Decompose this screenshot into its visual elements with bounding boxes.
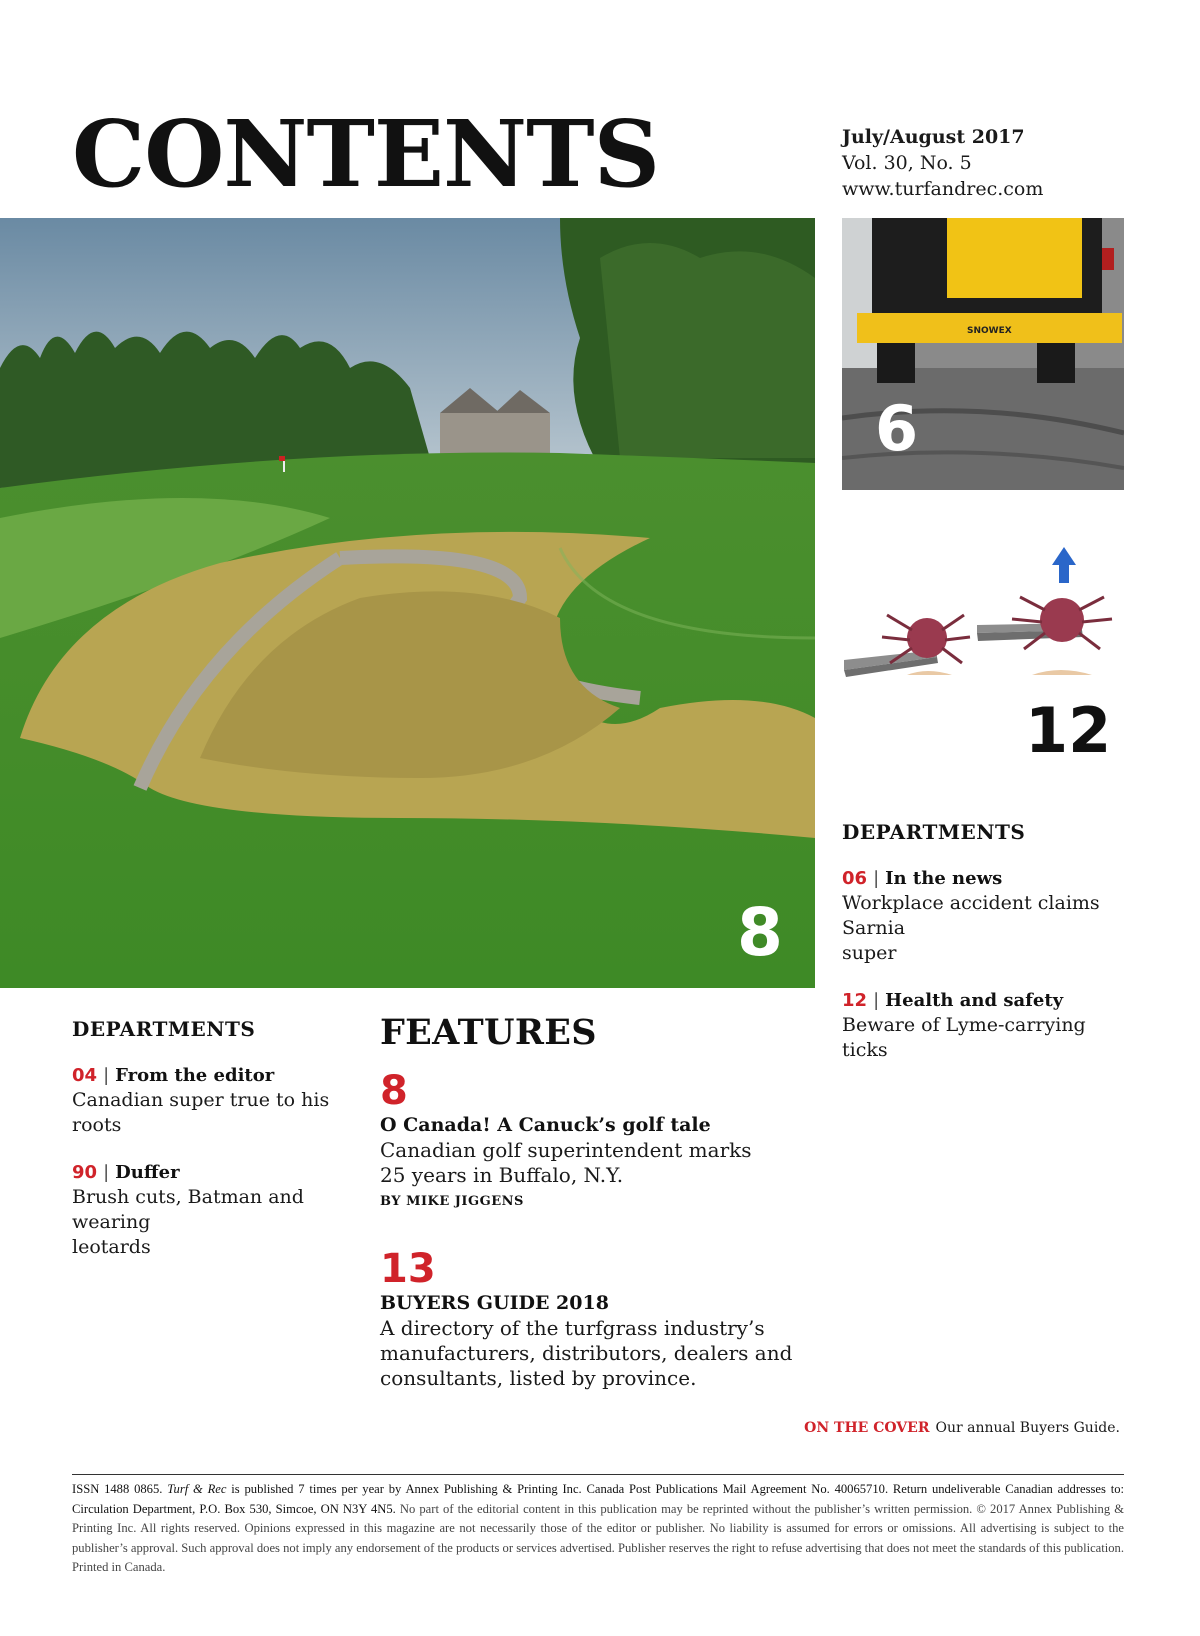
legal-publication-info: is published 7 times per year by Annex Publishing & Printing Inc. Canada Post Publications Mail Agreement No. 40065710. Return undeliverable Canadian addresses to: Circulation Department, P.O. Box 530, Simcoe, ON N3Y 4N5. [72,1482,1124,1516]
feature-title: BUYERS GUIDE 2018 [380,1292,609,1314]
cover-note-label: ON THE COVER [804,1420,930,1436]
hero-page-number: 8 [737,894,783,971]
issue-volume: Vol. 30, No. 5 [842,152,972,174]
feature-title: O Canada! A Canuck’s golf tale [380,1114,711,1136]
features-heading: FEATURES [380,1012,597,1053]
entry-title: Duffer [115,1162,180,1183]
website-link[interactable]: www.turfandrec.com [842,178,1044,200]
issue-info [842,124,1043,202]
golf-course-illustration [0,218,815,988]
thumb-image-salt-truck[interactable] [842,218,1124,490]
entry-desc: Workplace accident claims Sarnia [842,892,1100,939]
departments-right [842,820,1132,1063]
entry-desc: Beware of Lyme-carrying ticks [842,1014,1086,1061]
feature-entry-buyers-guide[interactable] [380,1246,810,1391]
entry-desc: leotards [72,1236,151,1258]
departments-left [72,1017,362,1260]
feature-page-number: 13 [380,1246,436,1292]
hero-image-golf-course[interactable] [0,218,815,988]
thumb-image-ticks[interactable] [842,545,1124,770]
feature-byline: BY MIKE JIGGENS [380,1194,524,1209]
entry-desc: super [842,942,897,964]
page-title: CONTENTS [72,100,660,208]
truck-brand-label: SNOWEX [967,326,1012,336]
dept-entry-in-the-news[interactable]: 06 | In the news Workplace accident claims Sarnia super [842,866,1132,966]
issue-month: July/August 2017 [842,126,1025,148]
entry-desc: Canadian super true to his roots [72,1089,330,1136]
legal-issn: ISSN 1488 0865. [72,1482,168,1496]
cover-note-text: Our annual Buyers Guide. [935,1420,1120,1436]
departments-right-heading: DEPARTMENTS [842,820,1026,844]
entry-title: Health and safety [885,990,1064,1011]
feature-desc: 25 years in Buffalo, N.Y. [380,1163,624,1187]
dept-entry-from-the-editor[interactable]: 04 | From the editor Canadian super true to his roots [72,1063,362,1138]
entry-desc: Brush cuts, Batman and wearing [72,1186,304,1233]
legal-disclaimer: No part of the editorial content in this publication may be reprinted without the publisher’s written permission. © 2017 Annex Publishing & Printing Inc. All rights reserved. Opinions expressed in this magazine are not necessarily those of the editor or publisher. No liability is assumed for errors or omissions. All advertising is subject to the publisher’s approval. Such approval does not imply any endorsement of the products or services advertised. Publisher reserves the right to refuse advertising that does not meet the standards of this publication. Printed in Canada. [72,1501,1124,1575]
feature-desc: Canadian golf superintendent marks [380,1138,752,1162]
entry-page-number: 06 [842,868,868,889]
feature-desc: manufacturers, distributors, dealers and [380,1341,793,1365]
features-section [380,1012,810,1391]
entry-title: From the editor [115,1065,275,1086]
entry-page-number: 90 [72,1162,98,1183]
entry-title: In the news [885,868,1003,889]
departments-left-heading: DEPARTMENTS [72,1017,256,1041]
feature-page-number: 8 [380,1068,408,1114]
entry-page-number: 12 [842,990,868,1011]
feature-entry-o-canada[interactable] [380,1068,810,1209]
dept-entry-health-and-safety[interactable]: 12 | Health and safety Beware of Lyme-carrying ticks [842,988,1132,1063]
thumb-top-page-number: 6 [875,392,919,465]
tick-removal-illustration [842,545,1124,685]
legal-magazine-name: Turf & Rec [167,1482,227,1496]
dept-entry-duffer[interactable]: 90 | Duffer Brush cuts, Batman and wearing leotards [72,1160,362,1260]
footer-divider [72,1474,1124,1475]
feature-desc: consultants, listed by province. [380,1366,697,1390]
thumb-bottom-page-number: 12 [1025,694,1112,767]
cover-note [804,1420,1120,1436]
feature-desc: A directory of the turfgrass industry’s [380,1316,765,1340]
legal-notice [72,1480,1124,1578]
entry-page-number: 04 [72,1065,98,1086]
